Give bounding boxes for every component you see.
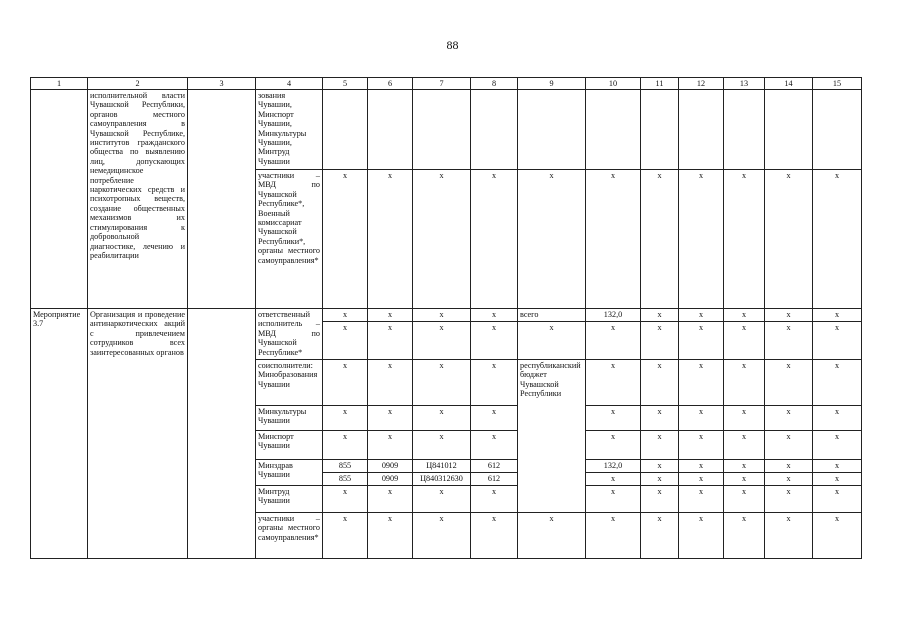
- cell-value: x: [679, 431, 724, 460]
- col-header: 9: [518, 78, 586, 90]
- cell-value: x: [724, 431, 765, 460]
- cell-value: x: [368, 360, 413, 406]
- cell-empty: [679, 90, 724, 170]
- cell-value: x: [765, 513, 813, 559]
- cell-value: x: [813, 170, 862, 309]
- col-header: 5: [323, 78, 368, 90]
- cell-empty: [586, 90, 641, 170]
- cell-value: x: [641, 486, 679, 513]
- cell-value: x: [518, 322, 586, 360]
- cell-value: x: [471, 431, 518, 460]
- cell-value: x: [641, 473, 679, 486]
- cell-value: 0909: [368, 473, 413, 486]
- page-number: 88: [446, 38, 459, 52]
- cell-empty: [471, 90, 518, 170]
- cell-value: x: [413, 513, 471, 559]
- col-header: 3: [188, 78, 256, 90]
- cell-value: x: [813, 431, 862, 460]
- cell-value: x: [471, 406, 518, 431]
- cell-value: x: [724, 309, 765, 322]
- cell-value: x: [471, 170, 518, 309]
- cell-coexecutor: соисполнители: Минобразования Чувашии: [256, 360, 323, 406]
- cell-empty: [813, 90, 862, 170]
- col-header: 11: [641, 78, 679, 90]
- cell-value: x: [765, 486, 813, 513]
- cell-value: x: [413, 486, 471, 513]
- cell-value: x: [765, 473, 813, 486]
- cell-value: x: [724, 460, 765, 473]
- cell-coexecutor: Минспорт Чувашии: [256, 431, 323, 460]
- cell-value: x: [413, 170, 471, 309]
- cell-value: x: [641, 513, 679, 559]
- cell-empty: [724, 90, 765, 170]
- cell-value: x: [813, 360, 862, 406]
- cell-value: x: [368, 431, 413, 460]
- cell-value: x: [413, 322, 471, 360]
- program-table: [30, 77, 862, 559]
- cell-value: x: [368, 406, 413, 431]
- cell-value: x: [471, 309, 518, 322]
- table-row: [31, 309, 862, 322]
- cell-measure-description: Организация и проведение антинаркотических акций с привлечением сотрудников всех заинтересованных органов: [88, 309, 188, 559]
- cell-value: x: [641, 360, 679, 406]
- cell-value: x: [368, 513, 413, 559]
- cell-empty: [188, 90, 256, 309]
- cell-value: 855: [323, 460, 368, 473]
- cell-value: x: [765, 431, 813, 460]
- cell-value: x: [641, 406, 679, 431]
- cell-value: x: [518, 170, 586, 309]
- cell-executor: зования Чувашии, Минспорт Чувашии, Минкультуры Чувашии, Минтруд Чувашии: [256, 90, 323, 170]
- cell-value: x: [813, 322, 862, 360]
- cell-value: 132,0: [586, 460, 641, 473]
- cell-value: x: [679, 513, 724, 559]
- cell-value: x: [368, 170, 413, 309]
- cell-value: x: [679, 460, 724, 473]
- cell-responsible: ответственный исполнитель – МВД по Чувашской Республике*: [256, 309, 323, 360]
- cell-empty: [368, 90, 413, 170]
- cell-funding-total: всего: [518, 309, 586, 322]
- cell-value: x: [586, 473, 641, 486]
- cell-value: x: [323, 431, 368, 460]
- cell-value: x: [724, 406, 765, 431]
- cell-coexecutor: Минтруд Чувашии: [256, 486, 323, 513]
- cell-value: x: [641, 460, 679, 473]
- cell-value: x: [813, 513, 862, 559]
- cell-value: 612: [471, 473, 518, 486]
- cell-value: x: [679, 309, 724, 322]
- cell-value: x: [586, 170, 641, 309]
- cell-value: x: [413, 360, 471, 406]
- cell-value: x: [641, 322, 679, 360]
- cell-value: x: [368, 309, 413, 322]
- cell-value: x: [586, 431, 641, 460]
- cell-value: x: [679, 322, 724, 360]
- cell-description-cont: исполнительной власти Чувашской Республики, органов местного самоуправления в Чувашской Республике, институтов гражданского общества по выявлению лиц, допускающих немедицинское потребление наркотических средств и психотропных веществ, создание общественных механизмов их стимулирования к добровольной диагностике, лечению и реабилитации: [88, 90, 188, 309]
- cell-value: x: [724, 486, 765, 513]
- cell-value: x: [413, 431, 471, 460]
- cell-value: x: [765, 322, 813, 360]
- cell-value: x: [679, 486, 724, 513]
- column-number-row: [31, 78, 862, 90]
- cell-participants: участники – органы местного самоуправления*: [256, 513, 323, 559]
- cell-value: 855: [323, 473, 368, 486]
- cell-value: x: [765, 170, 813, 309]
- cell-value: x: [765, 406, 813, 431]
- cell-measure-number: Мероприятие 3.7: [31, 309, 88, 559]
- cell-value: x: [518, 513, 586, 559]
- col-header: 12: [679, 78, 724, 90]
- cell-value: x: [813, 486, 862, 513]
- col-header: 10: [586, 78, 641, 90]
- cell-empty: [765, 90, 813, 170]
- cell-value: x: [813, 473, 862, 486]
- cell-value: x: [586, 322, 641, 360]
- cell-value: x: [813, 460, 862, 473]
- cell-value: x: [368, 322, 413, 360]
- cell-value: x: [323, 406, 368, 431]
- col-header: 6: [368, 78, 413, 90]
- cell-value: 612: [471, 460, 518, 473]
- cell-value: x: [323, 360, 368, 406]
- cell-participants: участники – МВД по Чувашской Республике*, Военный комиссариат Чувашской Республики*, органы местного самоуправления*: [256, 170, 323, 309]
- col-header: 14: [765, 78, 813, 90]
- cell-empty: [323, 90, 368, 170]
- cell-value: x: [765, 309, 813, 322]
- cell-empty: [188, 309, 256, 559]
- cell-value: x: [679, 406, 724, 431]
- cell-value: x: [724, 473, 765, 486]
- cell-value: 0909: [368, 460, 413, 473]
- cell-value: x: [813, 309, 862, 322]
- cell-value: x: [641, 309, 679, 322]
- cell-value: x: [586, 406, 641, 431]
- cell-value: x: [323, 513, 368, 559]
- col-header: 15: [813, 78, 862, 90]
- cell-value: x: [586, 360, 641, 406]
- cell-value: x: [724, 322, 765, 360]
- col-header: 2: [88, 78, 188, 90]
- col-header: 7: [413, 78, 471, 90]
- cell-funding-source: республиканский бюджет Чувашской Республики: [518, 360, 586, 513]
- cell-value: x: [724, 170, 765, 309]
- col-header: 8: [471, 78, 518, 90]
- cell-value: x: [323, 486, 368, 513]
- cell-value: x: [323, 309, 368, 322]
- cell-value: x: [323, 322, 368, 360]
- cell-value: x: [323, 170, 368, 309]
- cell-coexecutor: Минкультуры Чувашии: [256, 406, 323, 431]
- cell-empty: [641, 90, 679, 170]
- cell-value: x: [471, 322, 518, 360]
- cell-value: x: [679, 170, 724, 309]
- cell-value: Ц840312630: [413, 473, 471, 486]
- cell-value: x: [471, 513, 518, 559]
- cell-empty: [518, 90, 586, 170]
- cell-value: x: [368, 486, 413, 513]
- cell-value: x: [471, 486, 518, 513]
- cell-value: x: [679, 360, 724, 406]
- cell-value: x: [724, 513, 765, 559]
- cell-value: x: [586, 486, 641, 513]
- cell-value: x: [641, 431, 679, 460]
- col-header: 1: [31, 78, 88, 90]
- cell-value: x: [471, 360, 518, 406]
- cell-empty: [413, 90, 471, 170]
- cell-value: x: [813, 406, 862, 431]
- cell-coexecutor: Минздрав Чувашии: [256, 460, 323, 486]
- cell-value: x: [413, 309, 471, 322]
- table-row: [31, 90, 862, 170]
- cell-value: x: [641, 170, 679, 309]
- cell-empty: [31, 90, 88, 309]
- cell-value: x: [586, 513, 641, 559]
- cell-value: x: [413, 406, 471, 431]
- cell-value: x: [679, 473, 724, 486]
- cell-value: x: [724, 360, 765, 406]
- cell-value: Ц841012: [413, 460, 471, 473]
- cell-value: x: [765, 460, 813, 473]
- cell-value: 132,0: [586, 309, 641, 322]
- col-header: 13: [724, 78, 765, 90]
- cell-value: x: [765, 360, 813, 406]
- col-header: 4: [256, 78, 323, 90]
